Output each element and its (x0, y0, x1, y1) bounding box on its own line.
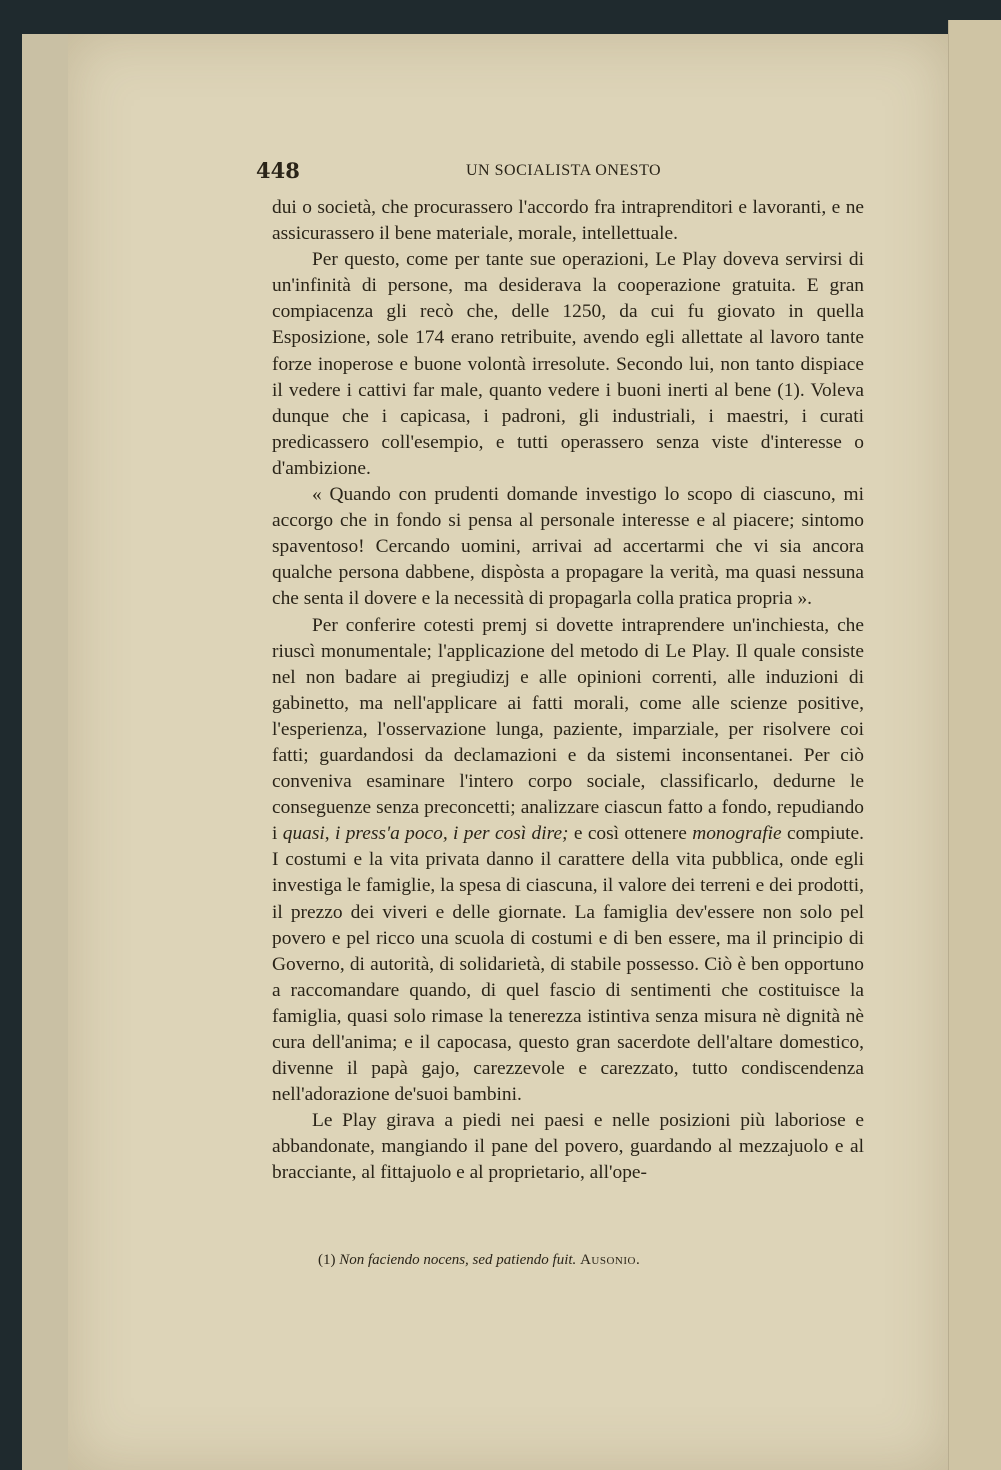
paragraph-4 (272, 613, 864, 1109)
page-number: 448 (256, 158, 300, 183)
body-text (272, 195, 864, 1187)
paragraph-4-part-c: , (324, 823, 335, 845)
paragraph-5: Le Play girava a piedi nei paesi e nelle posizioni più laboriose e abbandonate, mangiando il pane del povero, guardando al mezzajuolo e al bracciante, al fittajuolo e al proprietario, all'ope- (272, 1110, 864, 1184)
italic-quasi: quasi (282, 823, 325, 845)
footnote (318, 1250, 878, 1270)
page-header (256, 158, 866, 188)
footnote-text: Non faciendo nocens, sed patiendo fuit. (339, 1252, 577, 1268)
paragraph-4-part-a: Per conferire cotesti premj si dovette intraprendere un'inchiesta, che riuscì monumentale; l'applicazione del metodo di Le Play. Il quale consiste nel non badare ai pregiudizj e alle opinioni correnti, alle induzioni di gabinetto, ma nell'applicare ai fatti morali, come alle scienze positive, l'esperienza, l'osservazione lunga, paziente, imparziale, per risolvere coi fatti; guardandosi da declamazioni e da sistemi inconsentanei. Per ciò conveniva esaminare l'intero corpo sociale, classificarlo, dedurne le conseguenze senza preconcetti; analizzare ciascun fatto a fondo, repudiando i (272, 614, 864, 845)
footnote-author: Ausonio. (580, 1252, 641, 1268)
footnote-marker: (1) (318, 1252, 336, 1268)
next-page-edge (948, 20, 1001, 1470)
paragraph-2: Per questo, come per tante sue operazioni, Le Play doveva servirsi di un'infinità di persone, ma desiderava la cooperazione gratuita. E gran compiacenza gli recò che, delle 1250, da cui fu giovato in quella Esposizione, sole 174 erano retribuite, avendo egli allettate al lavoro tante forze inoperose e buone volontà irresolute. Secondo lui, non tanto dispiace il vedere i cattivi far male, quanto vedere i buoni inerti al bene (1). Voleva dunque che i capicasa, i padroni, gli industriali, i maestri, i curati predicassero coll'esempio, e tutti operassero senza viste d'interesse o d'ambizione. (272, 249, 864, 479)
italic-monografie: monografie (692, 823, 782, 845)
running-head: UN SOCIALISTA ONESTO (466, 162, 662, 179)
paragraph-4-part-g: compiute. I costumi e la vita privata danno il carattere della vita pubblica, onde egli investiga le famiglie, la spesa di ciascuna, il valore dei terreni e dei prodotti, il prezzo dei viveri e delle giornate. La famiglia dev'essere non solo pel povero e pel ricco una scuola di costumi e di ben essere, ma il principio di Governo, di autorità, di solidarietà, di stabile possesso. Ciò è ben opportuno a raccomandare quando, di quel fascio di sentimenti che costituisce la famiglia, quasi solo rimase la tenerezza istintiva senza misura nè dignità nè cura dell'anima; e il capocasa, questo gran sacerdote dell'altare domestico, divenne il papà gajo, carezzevole e carezzato, tutto condiscendenza nell'adorazione de'suoi bambini. (272, 823, 864, 1106)
paragraph-4-part-e: e così ottenere (568, 823, 693, 845)
paragraph-1: dui o società, che procurassero l'accordo fra intraprenditori e lavoranti, e ne assicurassero il bene materiale, morale, intellettuale. (272, 197, 864, 245)
paragraph-3: « Quando con prudenti domande investigo lo scopo di ciascuno, mi accorgo che in fondo si pensa al personale interesse e al piacere; sintomo spaventoso! Cercando uomini, arrivai ad accertarmi che vi sia ancora qualche persona dabbene, dispòsta a propagare la verità, ma quasi nessuna che senta il dovere e la necessità di propagarla colla pratica propria ». (272, 484, 864, 610)
italic-press-a-poco: i press'a poco, i per così dire; (334, 823, 569, 845)
